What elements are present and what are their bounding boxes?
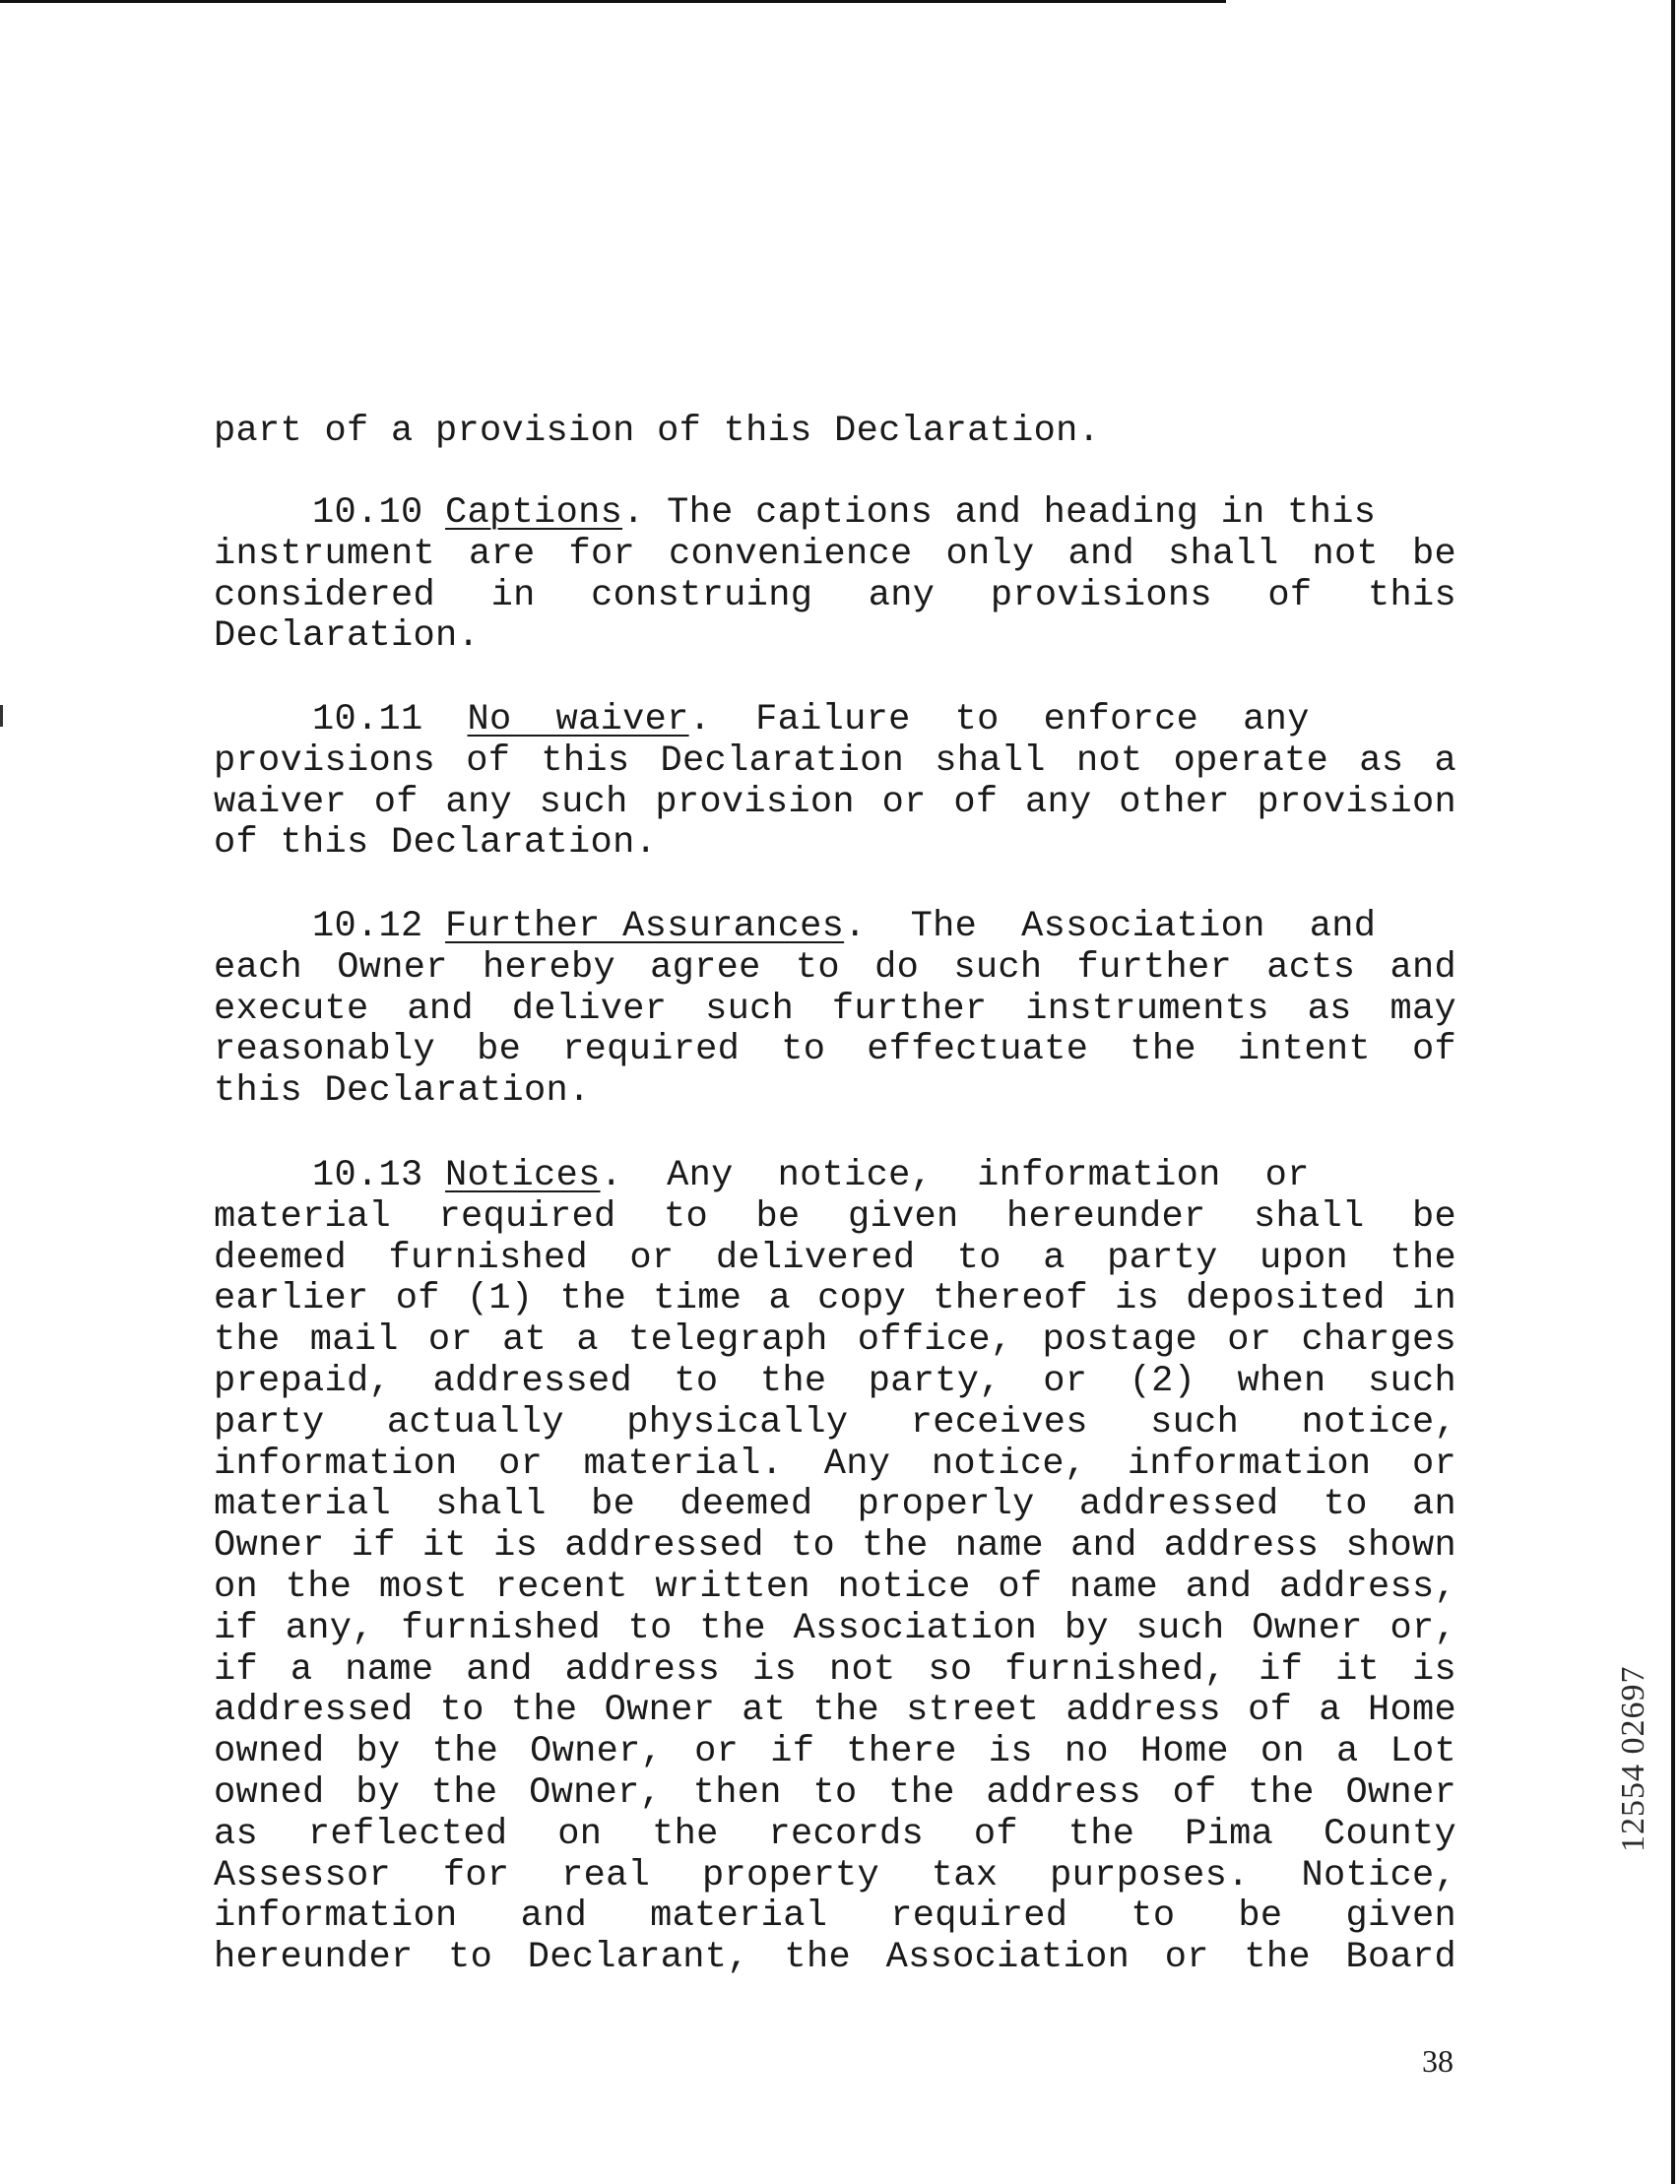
section-first-line-rest: . Failure to enforce any: [688, 699, 1310, 740]
paragraph-line: prepaid, addressed to the party, or (2) when such: [214, 1360, 1456, 1402]
section-10-10: [214, 493, 1456, 658]
paragraph-line: hereunder to Declarant, the Association or the Board: [214, 1937, 1456, 1979]
paragraph-line: on the most recent written notice of name and address,: [214, 1566, 1456, 1608]
paragraph-line: waiver of any such provision or of any other provision: [214, 781, 1456, 823]
paragraph-line: reasonably be required to effectuate the intent of: [214, 1029, 1456, 1071]
paragraph-line: as reflected on the records of the Pima County: [214, 1813, 1456, 1855]
paragraph-line: this Declaration.: [214, 1070, 591, 1113]
paragraph-line: information and material required to be given: [214, 1895, 1456, 1938]
section-first-line: [214, 1156, 1456, 1197]
paragraph-line: material required to be given hereunder shall be: [214, 1195, 1456, 1238]
section-first-line: [214, 700, 1456, 741]
section-heading: Further Assurances: [445, 906, 845, 947]
paragraph-line: instrument are for convenience only and shall not be: [214, 533, 1456, 575]
side-document-number: 12554 02697: [1615, 1665, 1651, 1852]
scan-top-border: [0, 0, 1226, 3]
scan-left-mark: [0, 705, 3, 727]
paragraph-line: addressed to the Owner at the street address of a Home: [214, 1690, 1456, 1732]
paragraph-line: each Owner hereby agree to do such further acts and: [214, 946, 1456, 989]
paragraph-line: material shall be deemed properly addressed to an: [214, 1484, 1456, 1526]
page-number: 38: [1422, 2043, 1454, 2079]
section-first-line: [214, 493, 1456, 535]
paragraph-line: information or material. Any notice, information or: [214, 1443, 1456, 1485]
paragraph-line: deemed furnished or delivered to a party upon the: [214, 1237, 1456, 1279]
paragraph-line: execute and deliver such further instruments as may: [214, 988, 1456, 1030]
section-number: 10.13: [312, 1155, 423, 1196]
section-10-11: [214, 700, 1456, 865]
section-heading: Captions: [445, 492, 623, 534]
paragraph-line: considered in construing any provisions of this: [214, 574, 1456, 616]
opening-line: part of a provision of this Declaration.: [214, 411, 1101, 452]
section-number: 10.12: [312, 906, 423, 947]
paragraph-line: party actually physically receives such notice,: [214, 1401, 1456, 1444]
paragraph-line: earlier of (1) the time a copy thereof is deposited in: [214, 1278, 1456, 1320]
section-number: 10.11: [312, 699, 423, 740]
paragraph-line: Owner if it is addressed to the name and address shown: [214, 1525, 1456, 1568]
opening-paragraph: [214, 412, 1456, 453]
section-first-line-rest: . Any notice, information or: [600, 1155, 1310, 1196]
section-heading: No waiver: [467, 699, 689, 740]
paragraph-line: of this Declaration.: [214, 822, 658, 865]
paragraph-line: the mail or at a telegraph office, postage or charges: [214, 1319, 1456, 1362]
section-heading: Notices: [445, 1155, 601, 1196]
paragraph-line: owned by the Owner, then to the address of the Owner: [214, 1771, 1456, 1814]
scan-right-border: [1671, 0, 1675, 2184]
paragraph-line: owned by the Owner, or if there is no Home on a Lot: [214, 1731, 1456, 1773]
section-number: 10.10: [312, 492, 423, 534]
section-first-line-rest: . The captions and heading in this: [622, 492, 1377, 534]
paragraph-line: Assessor for real property tax purposes. Notice,: [214, 1854, 1456, 1896]
section-10-13: [214, 1156, 1456, 1979]
paragraph-line: Declaration.: [214, 615, 481, 658]
paragraph-line: provisions of this Declaration shall not operate as a: [214, 739, 1456, 782]
section-first-line: [214, 907, 1456, 948]
section-first-line-rest: . The Association and: [844, 906, 1377, 947]
paragraph-line: if a name and address is not so furnished, if it is: [214, 1648, 1456, 1691]
paragraph-line: if any, furnished to the Association by such Owner or,: [214, 1607, 1456, 1649]
section-10-12: [214, 907, 1456, 1113]
